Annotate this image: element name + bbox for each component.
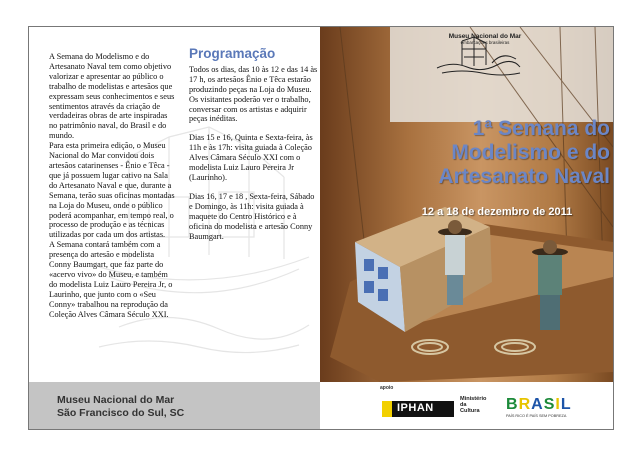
apoio-label: apoio — [380, 385, 394, 391]
programacao-paragraph: Todos os dias, das 10 às 12 e das 14 às 17 h, os artesãos Ênio e Têca estarão produzindo peças na Loja do Museu. Os visitantes poderão ver o trabalho, conversar com os artistas e adquirir peças inéditas. — [189, 64, 318, 124]
logo-museum-name: Museu Nacional do Mar — [448, 33, 522, 40]
cover-photo-panel — [320, 27, 613, 382]
headline-line: 1ª Semana do — [472, 117, 610, 140]
headline-line: Modelismo e do — [451, 141, 610, 164]
museum-footer-band — [29, 382, 320, 429]
sponsor-strip — [320, 382, 613, 429]
event-dates: 12 a 18 de dezembro de 2011 — [421, 206, 573, 218]
programacao-title: Programação — [189, 46, 276, 61]
intro-paragraph: A Semana contará também com a presença do artesão e modelista Conny Baumgart, que faz parte do «acervo vivo» do Museu, e também do modelista Luiz Lauro Pereira Jr, o Laurinho, que junto com o «Seu Conny» trabalhou na reprodução da Coleção Alves Câmara Século XXI. — [49, 240, 173, 319]
programacao-paragraph: Dias 15 e 16, Quinta e Sexta-feira, às 11h e às 17h: visita guiada à Coleção Alves Câmara Século XXI com o modelista Luiz Lauro Pereira Jr (Laurinho). — [189, 133, 313, 182]
governo-brasil-logo — [506, 396, 576, 420]
museum-name: Museu Nacional do Mar — [57, 394, 175, 406]
brasil-letter: I — [555, 396, 561, 413]
brochure-sheet — [28, 26, 614, 430]
intro-paragraph: A Semana do Modelismo e do Artesanato Naval tem como objetivo valorizar e apresentar ao público o trabalho de modelistas e artesãos que expressam seus conhecimentos e seus sentimentos através da criação de verdadeiras obras de arte inspiradas no patrimônio naval, do Brasil e do mundo. — [49, 52, 175, 141]
ministerio-cultura-logo — [460, 396, 494, 414]
iphan-logo — [382, 401, 454, 417]
headline-line: Artesanato Naval — [438, 165, 610, 188]
brasil-letter: S — [543, 396, 556, 413]
ministerio-line2: Cultura — [460, 408, 480, 414]
brasil-letter: B — [506, 396, 519, 413]
brasil-wordmark — [506, 396, 572, 413]
event-headline — [380, 117, 610, 189]
brasil-tagline: PAÍS RICO É PAÍS SEM POBREZA — [506, 414, 567, 418]
programacao-column — [189, 46, 319, 250]
museum-address — [57, 394, 184, 420]
museum-logo — [432, 33, 538, 45]
programacao-paragraph: Dias 16, 17 e 18 , Sexta-feira, Sábado e Domingo, às 11h: visita guiada à maquete do Centro Histórico e à oficina do modelista e artesão Conny Baumgart. — [189, 191, 315, 241]
brasil-letter: R — [518, 396, 532, 413]
museum-city: São Francisco do Sul, SC — [57, 407, 185, 419]
logo-subtitle: embarcações brasileiras — [460, 40, 510, 45]
ministerio-line1: Ministério da — [460, 396, 487, 408]
brasil-letter: A — [531, 396, 544, 413]
intro-text-column — [49, 52, 177, 319]
museum-logo-emblem — [432, 33, 522, 81]
iphan-yellow-bar — [382, 401, 392, 417]
brasil-letter: L — [560, 396, 572, 413]
intro-paragraph: Para esta primeira edição, o Museu Nacional do Mar convidou dois artesãos catarinenses - Ênio e Têca - que já possuem lugar cativo na Sala do Artesanato Naval e que, durante a Semana, terão suas oficinas montadas na Loja do Museu, onde o público poderá acompanhar, em tempo real, o processo de produção e as técnicas utilizadas por cada um dos artistas. — [49, 141, 175, 240]
iphan-text: IPHAN — [397, 402, 434, 414]
